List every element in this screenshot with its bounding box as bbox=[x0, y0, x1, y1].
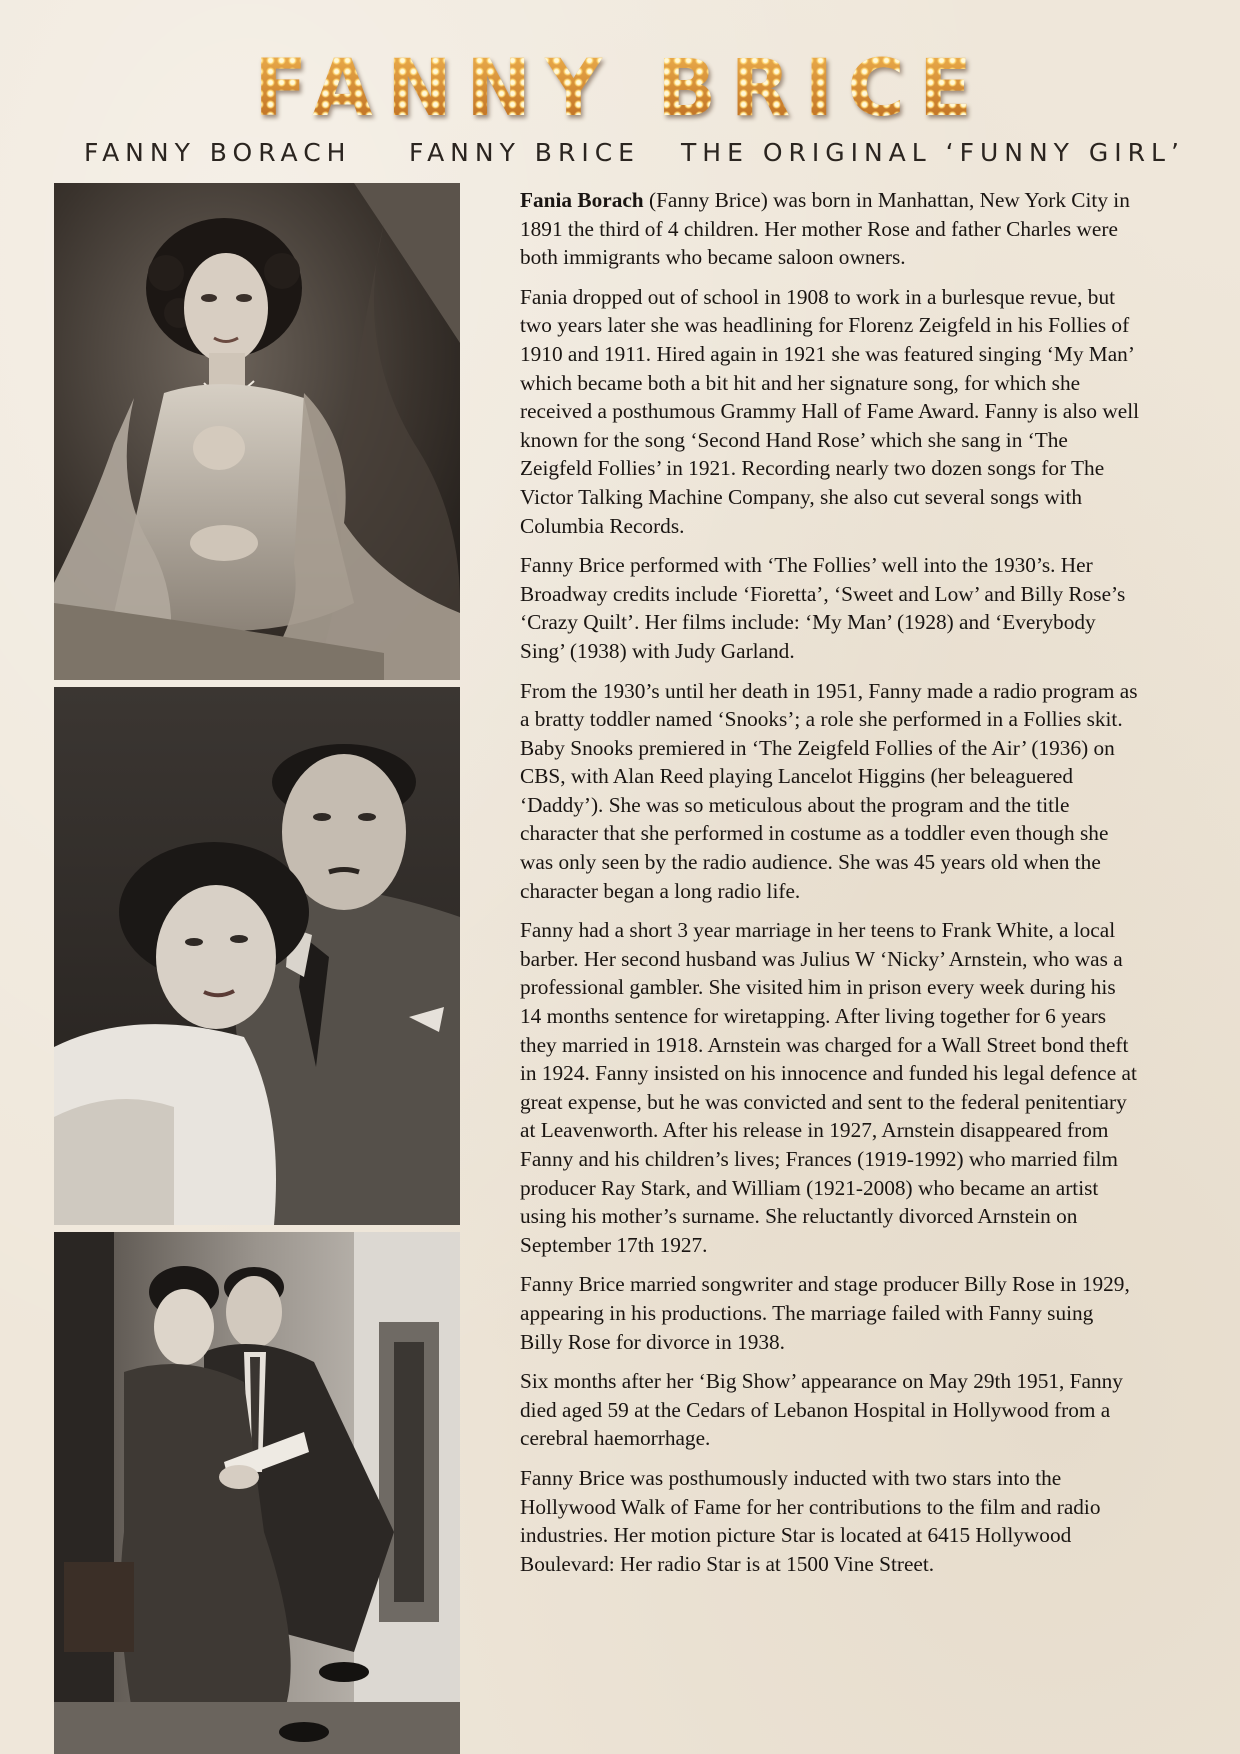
biography-article bbox=[520, 186, 1140, 1589]
lead-name: Fania Borach bbox=[520, 188, 644, 212]
subtitle-row bbox=[0, 138, 1240, 172]
photo-portrait-feather-boa-image bbox=[54, 183, 460, 680]
photo-portrait-feather-boa bbox=[54, 183, 460, 680]
photo-couple-cheek-to-cheek bbox=[54, 687, 460, 1225]
paragraph-death: Six months after her ‘Big Show’ appearance on May 29th 1951, Fanny died aged 59 at the Cedars of Lebanon Hospital in Hollywood from a cerebral haemorrhage. bbox=[520, 1369, 1123, 1451]
paragraph-baby-snooks: From the 1930’s until her death in 1951, Fanny made a radio program as a bratty toddler named ‘Snooks’; a role she performed in a Follies skit. Baby Snooks premiered in ‘The Zeigfeld Follies of the Air’ (1936) on CBS, with Alan Reed playing Lancelot Higgins (her beleaguered ‘Daddy’). She was so meticulous about the program and the title character that she performed in costume as a toddler even though she was only seen by the radio audience. She was 45 years old when the character began a long radio life. bbox=[520, 678, 1138, 903]
paragraph-birth-text: (Fanny Brice) was born in Manhattan, New York City in 1891 the third of 4 children. Her mother Rose and father Charles were both immigrants who became saloon owners. bbox=[520, 188, 1130, 270]
paragraph-billy-rose: Fanny Brice married songwriter and stage producer Billy Rose in 1929, appearing in his productions. The marriage failed with Fanny suing Billy Rose for divorce in 1938. bbox=[520, 1272, 1130, 1354]
photo-couple-cheek-to-cheek-image bbox=[54, 687, 460, 1225]
paragraph-early-career: Fania dropped out of school in 1908 to work in a burlesque revue, but two years later she was headlining for Florenz Zeigfeld in his Follies of 1910 and 1911. Hired again in 1921 she was featured singing ‘My Man’ which became both a bit hit and her signature song, for which she received a posthumous Grammy Hall of Fame Award. Fanny is also well known for the song ‘Second Hand Rose’ which she sang in ‘The Zeigfeld Follies’ in 1921. Recording nearly two dozen songs for The Victor Talking Machine Company, she also cut several songs with Columbia Records. bbox=[520, 284, 1140, 538]
photo-couple-by-fireplace bbox=[54, 1232, 460, 1754]
paragraph-birth bbox=[520, 186, 1140, 272]
subtitle-stage-name: FANNY BRICE bbox=[409, 138, 640, 167]
subtitle-nickname: THE ORIGINAL ‘FUNNY GIRL’ bbox=[681, 138, 1185, 167]
subtitle-birth-name: FANNY BORACH bbox=[84, 138, 352, 167]
paragraph-broadway-films: Fanny Brice performed with ‘The Follies’ well into the 1930’s. Her Broadway credits include ‘Fioretta’, ‘Sweet and Low’ and Billy Rose’s ‘Crazy Quilt’. Her films include: ‘My Man’ (1928) and ‘Everybody Sing’ (1938) with Judy Garland. bbox=[520, 553, 1126, 663]
paragraph-marriages: Fanny had a short 3 year marriage in her teens to Frank White, a local barber. Her second husband was Julius W ‘Nicky’ Arnstein, who was a professional gambler. She visited him in prison every week during his 14 months sentence for wiretapping. After living together for 6 years they married in 1918. Arnstein was charged for a Wall Street bond theft in 1924. Fanny insisted on his innocence and funded his legal defence at great expense, but he was convicted and sent to the federal penitentiary at Leavenworth. After his release in 1927, Arnstein disappeared from Fanny and his children’s lives; Frances (1919-1992) who married film producer Ray Stark, and William (1921-2008) who became an artist using his mother’s surname. She reluctantly divorced Arnstein on September 17th 1927. bbox=[520, 918, 1137, 1257]
photo-couple-by-fireplace-image bbox=[54, 1232, 460, 1754]
page-title: FANNY BRICE bbox=[254, 44, 986, 134]
page-title-marquee bbox=[0, 44, 1240, 134]
paragraph-walk-of-fame: Fanny Brice was posthumously inducted with two stars into the Hollywood Walk of Fame for her contributions to the film and radio industries. Her motion picture Star is located at 6415 Hollywood Boulevard: Her radio Star is at 1500 Vine Street. bbox=[520, 1465, 1101, 1576]
